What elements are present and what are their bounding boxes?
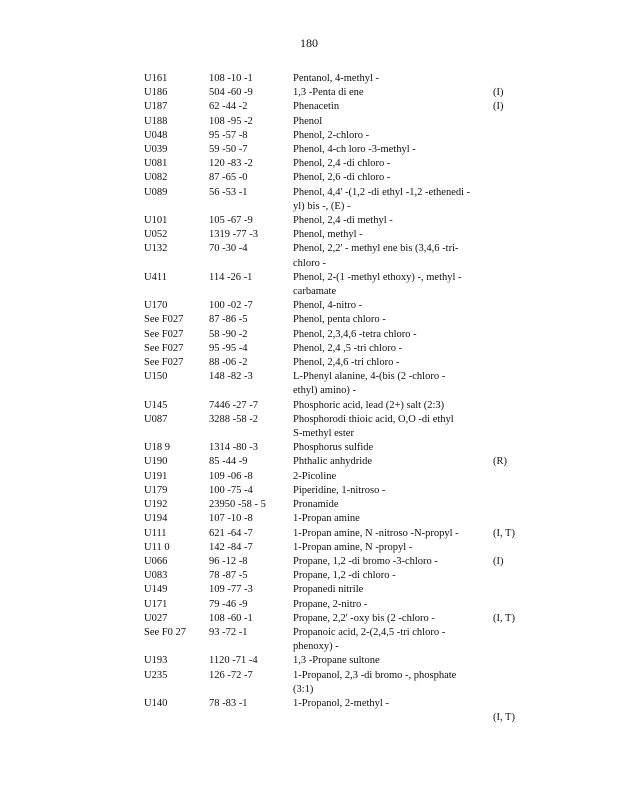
cas-number: 78 -87 -5 <box>209 570 248 582</box>
waste-code: U066 <box>144 555 168 567</box>
cas-number: 56 -53 -1 <box>209 186 248 198</box>
substance-name-line: Phenol, 2,2' - methyl ene bis (3,4,6 -tri- <box>293 243 459 255</box>
hazard-code: (I, T) <box>493 612 515 624</box>
waste-code: U150 <box>144 371 168 383</box>
waste-code: U190 <box>144 456 168 468</box>
waste-code: See F027 <box>144 357 184 369</box>
substance-name-line: Phenol, 2-chloro - <box>293 129 370 141</box>
waste-code: U193 <box>144 655 168 667</box>
table-row <box>0 143 618 157</box>
table-row <box>0 214 618 228</box>
substance-name-line: Phenol, 2-(1 -methyl ethoxy) -, methyl - <box>293 271 462 283</box>
substance-name-line: carbamate <box>293 286 337 298</box>
substance-name-line: Phenacetin <box>293 101 340 113</box>
cas-number: 96 -12 -8 <box>209 555 248 567</box>
substance-name-line: Phthalic anhydride <box>293 456 373 468</box>
substance-name <box>293 598 483 612</box>
substance-name <box>293 626 483 654</box>
table-row <box>0 186 618 214</box>
table-row <box>0 654 618 668</box>
substance-name-line: Phenol, penta chloro - <box>293 314 386 326</box>
table-row <box>0 569 618 583</box>
substance-name <box>293 356 483 370</box>
cas-number: 105 -67 -9 <box>209 215 253 227</box>
table-row <box>0 228 618 242</box>
cas-number: 107 -10 -8 <box>209 513 253 525</box>
waste-code: See F0 27 <box>144 626 186 638</box>
waste-code: U149 <box>144 584 168 596</box>
hazard-code: (I) <box>493 555 504 567</box>
substance-name <box>293 271 483 299</box>
cas-number: 1314 -80 -3 <box>209 442 258 454</box>
substance-name-line: 1-Propan amine, N -propyl - <box>293 541 413 553</box>
substance-name <box>293 470 483 484</box>
table-row <box>0 470 618 484</box>
substance-name-line: Piperidine, 1-nitroso - <box>293 484 386 496</box>
table-row <box>0 271 618 299</box>
cas-number: 148 -82 -3 <box>209 371 253 383</box>
cas-number: 100 -75 -4 <box>209 484 253 496</box>
substance-name-line: chloro - <box>293 257 326 269</box>
substance-name <box>293 455 483 469</box>
substance-name-line: Propanoic acid, 2-(2,4,5 -tri chloro - <box>293 626 446 638</box>
substance-name-line: 1,3 -Propane sultone <box>293 655 380 667</box>
waste-code: U111 <box>144 527 167 539</box>
substance-name-line: 1-Propan amine, N -nitroso -N-propyl - <box>293 527 459 539</box>
waste-code: U140 <box>144 697 168 709</box>
substance-name <box>293 129 483 143</box>
waste-code: U087 <box>144 413 168 425</box>
table-row <box>0 242 618 270</box>
table-row <box>0 626 618 654</box>
cas-number: 109 -06 -8 <box>209 470 253 482</box>
substance-name <box>293 527 483 541</box>
substance-name <box>293 441 483 455</box>
table-row <box>0 313 618 327</box>
cas-number: 1120 -71 -4 <box>209 655 258 667</box>
cas-number: 504 -60 -9 <box>209 87 253 99</box>
waste-code: U235 <box>144 669 168 681</box>
waste-code: U089 <box>144 186 168 198</box>
substance-name <box>293 569 483 583</box>
table-row <box>0 697 618 724</box>
waste-code: U179 <box>144 484 168 496</box>
cas-number: 120 -83 -2 <box>209 158 253 170</box>
substance-name <box>293 498 483 512</box>
substance-name-line: Phenol, 2,4,6 -tri chloro - <box>293 357 400 369</box>
substance-name-line: 1-Propan amine <box>293 513 360 525</box>
cas-number: 78 -83 -1 <box>209 697 248 709</box>
cas-number: 79 -46 -9 <box>209 598 248 610</box>
substance-name <box>293 555 483 569</box>
waste-code: U083 <box>144 570 168 582</box>
waste-code: See F027 <box>144 328 184 340</box>
substance-name-line: Pronamide <box>293 499 339 511</box>
waste-code: U194 <box>144 513 168 525</box>
substance-name <box>293 171 483 185</box>
hazard-code: (I) <box>493 87 504 99</box>
waste-code: U192 <box>144 499 168 511</box>
waste-code-table <box>0 72 618 724</box>
substance-name <box>293 342 483 356</box>
substance-name <box>293 100 483 114</box>
substance-name-line: phenoxy) - <box>293 641 339 653</box>
waste-code: U039 <box>144 144 168 156</box>
substance-name-line: Phenol, 2,4 ,5 -tri chloro - <box>293 342 403 354</box>
substance-name-line: S-methyl ester <box>293 428 354 440</box>
substance-name-line: Phenol, 2,3,4,6 -tetra chloro - <box>293 328 417 340</box>
waste-code: U081 <box>144 158 168 170</box>
cas-number: 85 -44 -9 <box>209 456 248 468</box>
substance-name-line: (3:1) <box>293 683 314 695</box>
table-row <box>0 356 618 370</box>
substance-name-line: L-Phenyl alanine, 4-(bis (2 -chloro - <box>293 371 446 383</box>
hazard-code: (R) <box>493 456 507 468</box>
cas-number: 88 -06 -2 <box>209 357 248 369</box>
substance-name-line: Phenol, 2,6 -di chloro - <box>293 172 391 184</box>
table-row <box>0 342 618 356</box>
substance-name-line: Phosphorodi thioic acid, O,O -di ethyl <box>293 413 454 425</box>
substance-name <box>293 669 483 697</box>
table-row <box>0 171 618 185</box>
table-row <box>0 498 618 512</box>
substance-name-line: Propane, 2,2' -oxy bis (2 -chloro - <box>293 612 435 624</box>
table-row <box>0 299 618 313</box>
waste-code: U11 0 <box>144 541 170 553</box>
substance-name <box>293 115 483 129</box>
cas-number: 62 -44 -2 <box>209 101 248 113</box>
waste-code: U18 9 <box>144 442 170 454</box>
waste-code: U027 <box>144 612 168 624</box>
hazard-code: (I, T) <box>493 527 515 539</box>
cas-number: 70 -30 -4 <box>209 243 248 255</box>
substance-name <box>293 214 483 228</box>
substance-name-line: Phosphoric acid, lead (2+) salt (2:3) <box>293 399 445 411</box>
waste-code: U145 <box>144 399 168 411</box>
substance-name-line: 1-Propanol, 2-methyl - <box>293 697 389 709</box>
cas-number: 108 -60 -1 <box>209 612 253 624</box>
substance-name <box>293 86 483 100</box>
cas-number: 59 -50 -7 <box>209 144 248 156</box>
table-row <box>0 484 618 498</box>
substance-name-line: Phenol, 2,4 -di methyl - <box>293 215 393 227</box>
table-row <box>0 115 618 129</box>
waste-code: U052 <box>144 229 168 241</box>
waste-code: U161 <box>144 73 168 84</box>
waste-code: U187 <box>144 101 168 113</box>
waste-code: See F027 <box>144 314 184 326</box>
substance-name <box>293 72 483 86</box>
waste-code: U186 <box>144 87 168 99</box>
substance-name <box>293 143 483 157</box>
substance-name <box>293 512 483 526</box>
waste-code: U191 <box>144 470 168 482</box>
cas-number: 87 -86 -5 <box>209 314 248 326</box>
cas-number: 109 -77 -3 <box>209 584 253 596</box>
waste-code: U171 <box>144 598 168 610</box>
cas-number: 142 -84 -7 <box>209 541 253 553</box>
table-row <box>0 100 618 114</box>
table-row <box>0 583 618 597</box>
substance-name <box>293 186 483 214</box>
substance-name-line: 2-Picoline <box>293 470 337 482</box>
waste-code: U048 <box>144 129 168 141</box>
substance-name <box>293 370 483 398</box>
table-row <box>0 328 618 342</box>
table-row <box>0 669 618 697</box>
substance-name-line: yl) bis -, (E) - <box>293 200 351 212</box>
substance-name <box>293 654 483 668</box>
substance-name-line: Phosphorus sulfide <box>293 442 374 454</box>
substance-name-line: Propanedi nitrile <box>293 584 364 596</box>
table-row <box>0 527 618 541</box>
cas-number: 23950 -58 - 5 <box>209 499 266 511</box>
substance-name-line: Propane, 1,2 -di chloro - <box>293 570 396 582</box>
cas-number: 621 -64 -7 <box>209 527 253 539</box>
substance-name <box>293 697 483 711</box>
substance-name <box>293 313 483 327</box>
cas-number: 1319 -77 -3 <box>209 229 258 241</box>
waste-code: See F027 <box>144 342 184 354</box>
substance-name-line: Phenol, 4-nitro - <box>293 300 363 312</box>
substance-name-line: ethyl) amino) - <box>293 385 356 397</box>
cas-number: 108 -95 -2 <box>209 115 253 127</box>
substance-name-line: Phenol, methyl - <box>293 229 363 241</box>
substance-name <box>293 484 483 498</box>
table-row <box>0 370 618 398</box>
substance-name <box>293 583 483 597</box>
table-row <box>0 455 618 469</box>
substance-name-line: Phenol <box>293 115 323 127</box>
substance-name <box>293 228 483 242</box>
hazard-code: (I, T) <box>493 712 515 724</box>
substance-name-line: 1,3 -Penta di ene <box>293 87 364 99</box>
waste-code: U188 <box>144 115 168 127</box>
cas-number: 95 -95 -4 <box>209 342 248 354</box>
substance-name <box>293 413 483 441</box>
waste-code: U082 <box>144 172 168 184</box>
substance-name-line: Propane, 1,2 -di bromo -3-chloro - <box>293 555 438 567</box>
substance-name-line: Phenol, 4-ch loro -3-methyl - <box>293 144 416 156</box>
table-row <box>0 555 618 569</box>
table-row <box>0 413 618 441</box>
waste-code: U132 <box>144 243 168 255</box>
hazard-code: (I) <box>493 101 504 113</box>
substance-name <box>293 399 483 413</box>
waste-code: U170 <box>144 300 168 312</box>
waste-code: U101 <box>144 215 168 227</box>
table-row <box>0 157 618 171</box>
cas-number: 100 -02 -7 <box>209 300 253 312</box>
cas-number: 3288 -58 -2 <box>209 413 258 425</box>
table-row <box>0 612 618 626</box>
substance-name <box>293 541 483 555</box>
cas-number: 93 -72 -1 <box>209 626 248 638</box>
cas-number: 108 -10 -1 <box>209 73 253 84</box>
substance-name <box>293 157 483 171</box>
substance-name-line: Phenol, 4,4' -(1,2 -di ethyl -1,2 -ethenedi - <box>293 186 471 198</box>
substance-name <box>293 242 483 270</box>
cas-number: 87 -65 -0 <box>209 172 248 184</box>
page-number: 180 <box>300 36 318 50</box>
substance-name-line: 1-Propanol, 2,3 -di bromo -, phosphate <box>293 669 457 681</box>
cas-number: 58 -90 -2 <box>209 328 248 340</box>
cas-number: 126 -72 -7 <box>209 669 253 681</box>
substance-name-line: Propane, 2-nitro - <box>293 598 368 610</box>
table-row <box>0 399 618 413</box>
cas-number: 95 -57 -8 <box>209 129 248 141</box>
table-row <box>0 129 618 143</box>
cas-number: 7446 -27 -7 <box>209 399 258 411</box>
substance-name <box>293 612 483 626</box>
substance-name <box>293 328 483 342</box>
cas-number: 114 -26 -1 <box>209 271 253 283</box>
waste-code: U411 <box>144 271 167 283</box>
substance-name-line: Pentanol, 4-methyl - <box>293 73 380 84</box>
substance-name <box>293 299 483 313</box>
substance-name-line: Phenol, 2,4 -di chloro - <box>293 158 391 170</box>
